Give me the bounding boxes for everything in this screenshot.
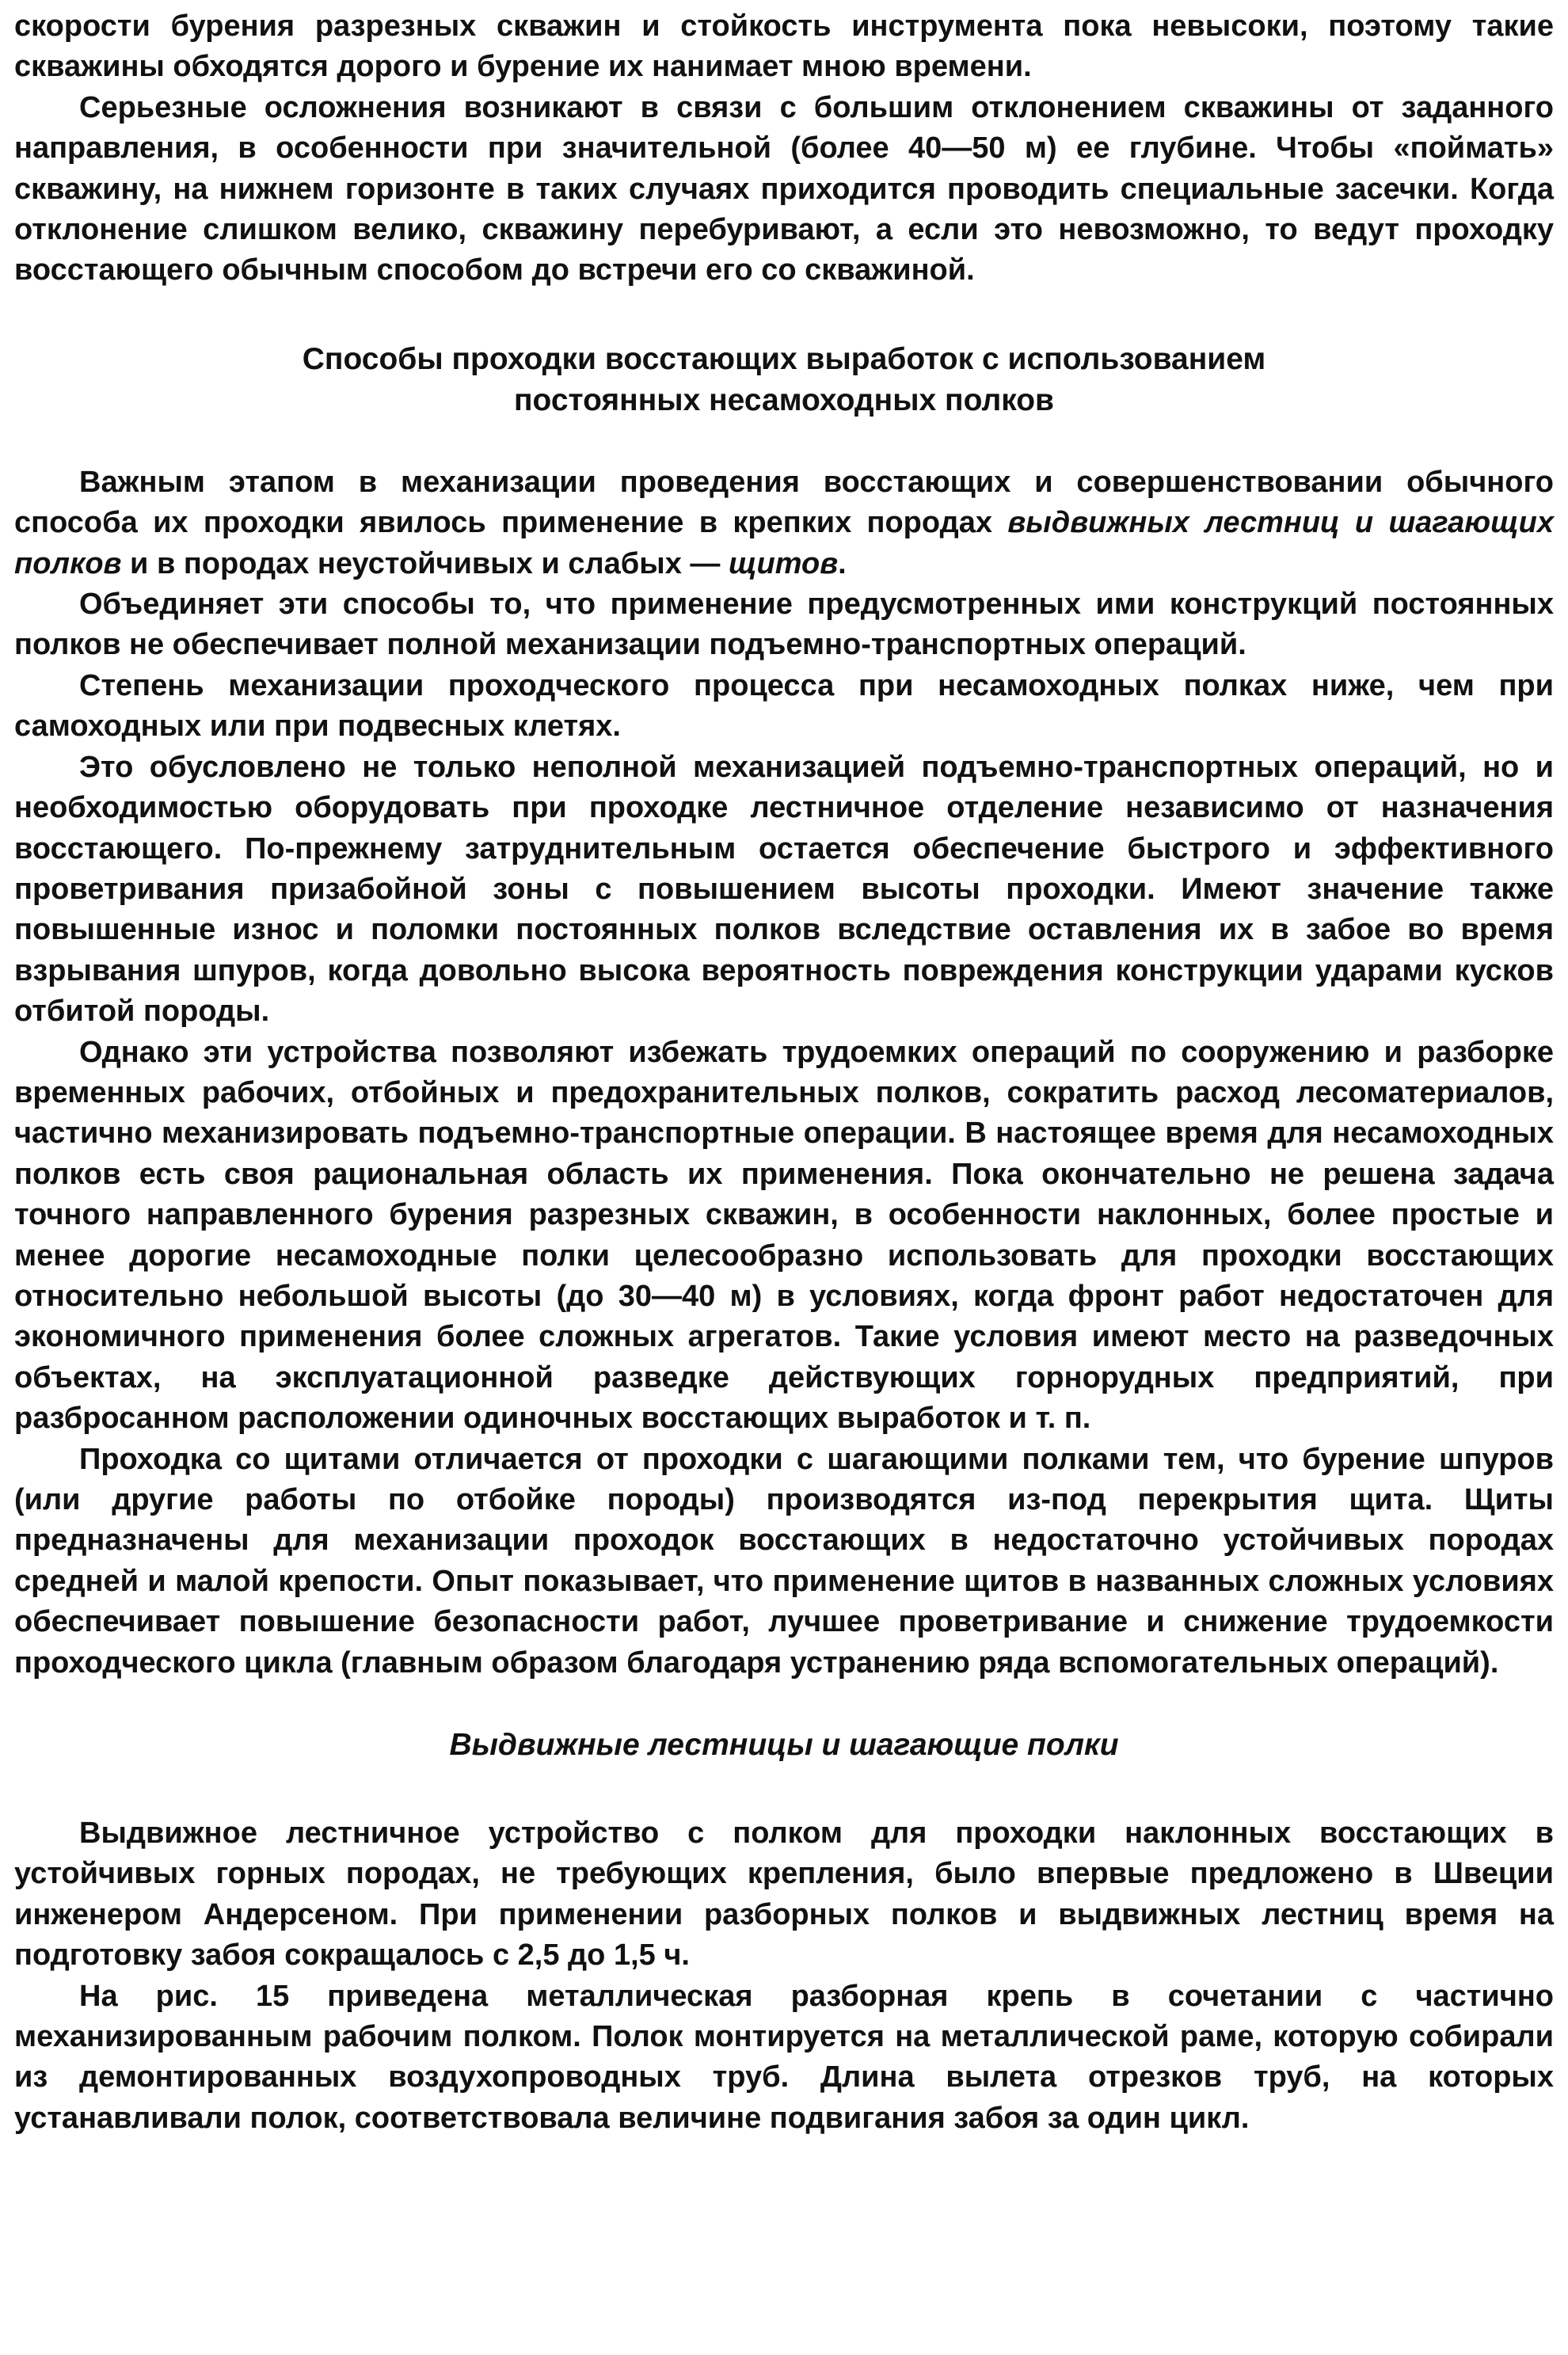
paragraph: Проходка со щитами отличается от проходки с шагающими полками тем, что бурение шпуров (или другие работы по отбойке породы) производятся из-под перекрытия щита. Щиты предназначены для механизации проходок восстающих в недостаточно устойчивых породах средней и малой крепости. Опыт показывает, что применение щитов в названных сложных условиях обеспечивает повышение безопасности работ, лучшее проветривание и снижение трудоемкости проходческого цикла (главным образом благодаря устранению ряда вспомогательных операций).	[14, 1442, 1554, 1680]
subsection-heading: Выдвижные лестницы и шагающие полки	[449, 1728, 1119, 1763]
text-run: и в породах неустойчивых и слабых —	[121, 546, 729, 580]
text-run: Важным этапом в механизации проведения восстающих и совершенствовании обычного способа их проходки явилось применение в крепких породах	[14, 465, 1554, 540]
document-page	[14, 6, 1554, 2139]
section-heading	[14, 339, 1554, 421]
italic-term: щитов	[728, 546, 839, 580]
italic-term: выдвижных лестниц и шагающих полков	[14, 506, 1555, 580]
paragraph: Выдвижное лестничное устройство с полком для проходки наклонных восстающих в устойчивых горных породах, не требующих крепления, было впервые предложено в Швеции инженером Андерсеном. При применении разборных полков и выдвижных лестниц время на подготовку забоя сокращалось с 2,5 до 1,5 ч.	[14, 1817, 1554, 1973]
paragraph: Это обусловлено не только неполной механизацией подъемно-транспортных операций, но и необходимостью оборудовать при проходке лестничное отделение независимо от назначения восстающего. По-прежнему затруднительным остается обеспечение быстрого и эффективного проветривания призабойной зоны с повышением высоты проходки. Имеют значение также повышенные износ и поломки постоянных полков вследствие оставления их в забое во время взрывания шпуров, когда довольно высока вероятность повреждения конструкции ударами кусков отбитой породы.	[14, 750, 1554, 1029]
paragraph: На рис. 15 приведена металлическая разборная крепь в сочетании с частично механизированным рабочим полком. Полок монтируется на металлической раме, которую собирали из демонтированных воздухопроводных труб. Длина вылета отрезков труб, на которых устанавливали полок, соответствовала величине подвигания забоя за один цикл.	[14, 1979, 1554, 2135]
paragraph: Серьезные осложнения возникают в связи с большим отклонением скважины от заданного направления, в особенности при значительной (более 40—50 м) ее глубине. Чтобы «поймать» скважину, на нижнем горизонте в таких случаях приходится проводить специальные засечки. Когда отклонение слишком велико, скважину перебуривают, а если это невозможно, то ведут проходку восстающего обычным способом до встречи его со скважиной.	[14, 90, 1554, 287]
paragraph-continuation: скорости бурения разрезных скважин и стойкость инструмента пока невысоки, поэтому такие скважины обходятся дорого и бурение их нанимает мною времени.	[14, 10, 1554, 84]
paragraph: Степень механизации проходческого процесса при несамоходных полках ниже, чем при самоходных или при подвесных клетях.	[14, 668, 1554, 744]
paragraph: Однако эти устройства позволяют избежать трудоемких операций по сооружению и разборке временных рабочих, отбойных и предохранительных полков, сократить расход лесоматериалов, частично механизировать подъемно-транспортные операции. В настоящее время для несамоходных полков есть своя рациональная область их применения. Пока окончательно не решена задача точного направленного бурения разрезных скважин, в особенности наклонных, более простые и менее дорогие несамоходные полки целесообразно использовать для проходки восстающих относительно небольшой высоты (до 30—40 м) в условиях, когда фронт работ недостаточен для экономичного применения более сложных агрегатов. Такие условия имеют место на разведочных объектах, на эксплуатационной разведке действующих горнорудных предприятий, при разбросанном расположении одиночных восстающих выработок и т. п.	[14, 1035, 1554, 1436]
paragraph	[14, 462, 1554, 584]
section-heading-line-1: Способы проходки восстающих выработок с использованием	[302, 341, 1266, 376]
text-run: .	[838, 546, 847, 580]
section-heading-line-2: постоянных несамоходных полков	[513, 382, 1055, 417]
paragraph: Объединяет эти способы то, что применение предусмотренных ими конструкций постоянных полков не обеспечивает полной механизации подъемно-транспортных операций.	[14, 588, 1554, 662]
